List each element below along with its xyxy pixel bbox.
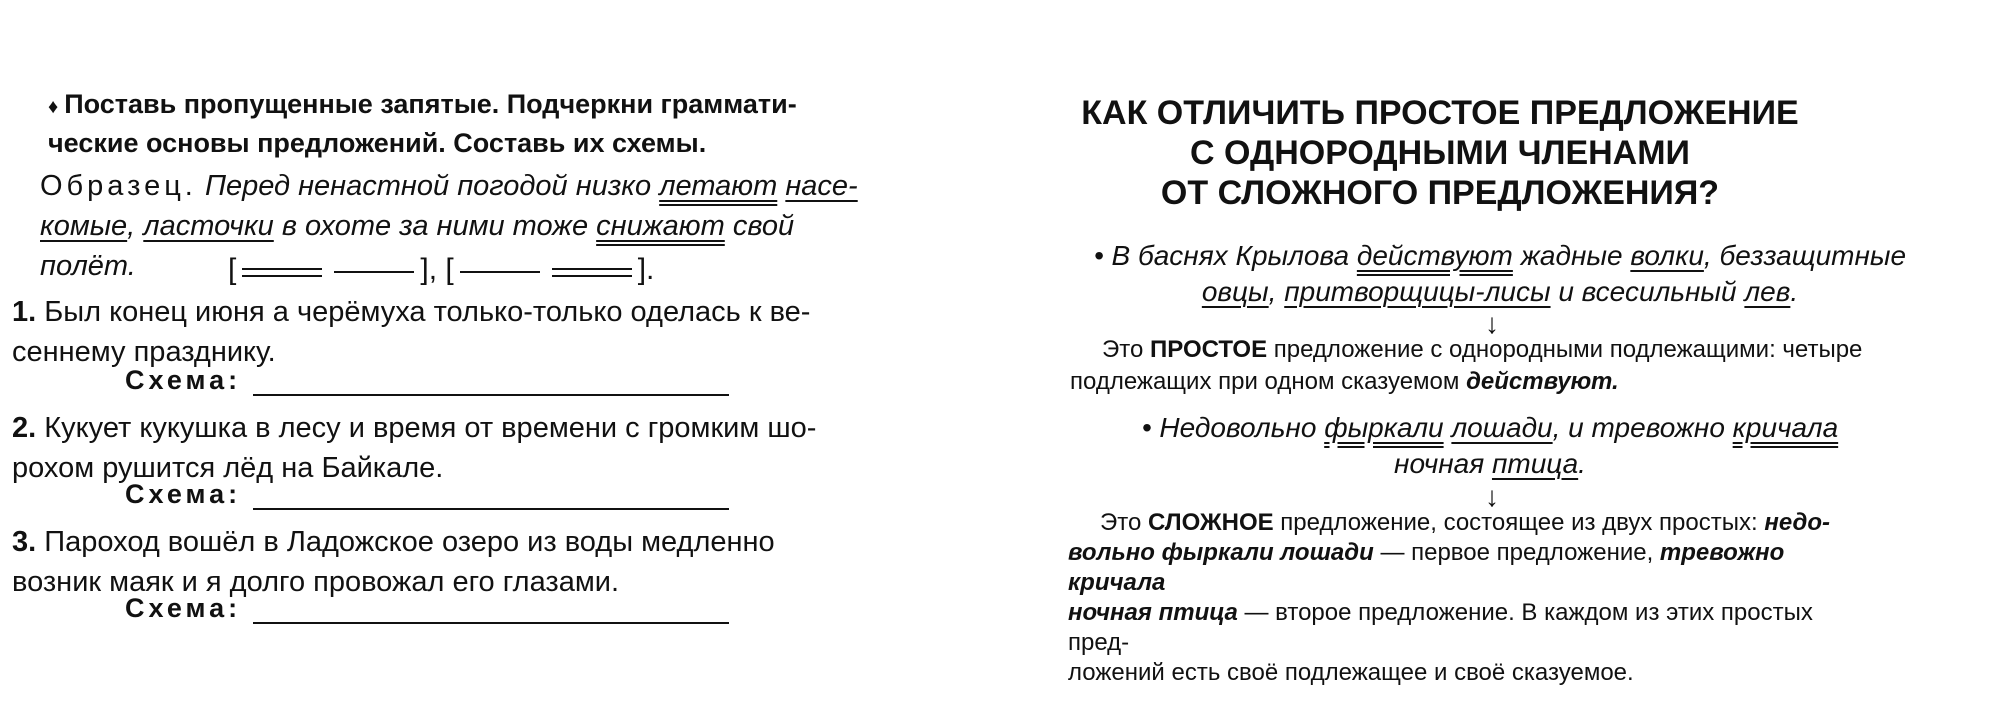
example1-line1: [1080, 238, 1920, 274]
task-instructions-line2: ческие основы предложений. Составь их схемы.: [48, 128, 707, 158]
task-item-1: [12, 292, 872, 372]
explanation-text: — первое предложение,: [1380, 539, 1654, 566]
schema-answer-line[interactable]: [253, 592, 729, 624]
example-text: Недовольно: [1159, 412, 1317, 443]
schema-field-2[interactable]: [125, 478, 729, 510]
subject-word: комые: [40, 210, 128, 242]
task-line2: рохом рушится лёд на Байкале.: [12, 452, 444, 484]
task-number: 3.: [12, 526, 37, 558]
schema-answer-line[interactable]: [253, 364, 729, 396]
task-line1: [12, 522, 872, 562]
task-text: Пароход вошёл в Ладожское озеро из воды медленно: [44, 526, 775, 558]
example-line1: [40, 166, 870, 206]
explanation2-line2: [1068, 538, 1868, 598]
task-text: Был конец июня а черёмуха только-только оделась к ве-: [44, 296, 811, 328]
example-label: Образец.: [40, 170, 197, 202]
task-instructions: [48, 86, 878, 161]
example-text: свой полёт.: [40, 210, 795, 282]
page-title: [1060, 93, 1820, 213]
subject-word: насе-: [785, 170, 858, 202]
explanation-complex: [1068, 508, 1868, 688]
predicate-word: фыркали: [1324, 412, 1444, 443]
example-text: Перед ненастной погодой низко: [204, 170, 652, 202]
task-line1: [12, 408, 872, 448]
task-line1: [12, 292, 872, 332]
schema-bracket-close: ].: [637, 253, 655, 286]
title-line2: С ОДНОРОДНЫМИ ЧЛЕНАМИ: [1189, 134, 1690, 172]
example-complex-sentence: [1120, 410, 1860, 482]
task-number: 2.: [12, 412, 37, 444]
subject-line-icon: [334, 271, 414, 273]
schema-separator: ,: [428, 253, 438, 286]
subject-line-icon: [460, 271, 540, 273]
task-text: Кукует кукушка в лесу и время от времени с громким шо-: [44, 412, 817, 444]
explanation-keyword: ночная птица: [1068, 599, 1238, 626]
example-text: и всесильный: [1558, 276, 1737, 307]
right-page: [1000, 0, 2000, 721]
task-instructions-line1: [48, 86, 878, 125]
bullet-icon: •: [1093, 240, 1104, 271]
explanation-keyword: недо-: [1764, 509, 1830, 536]
example-text: , беззащитные: [1703, 240, 1907, 271]
example2-line1: [1120, 410, 1860, 446]
schema-label: Схема:: [125, 593, 242, 623]
explanation1-line1: [1070, 334, 1910, 366]
explanation-keyword: действуют.: [1466, 368, 1619, 395]
explanation-simple: [1070, 334, 1910, 398]
explanation1-line2: [1070, 366, 1910, 398]
schema-field-3[interactable]: [125, 592, 729, 624]
example1-line2: овцы, притворщицы-лисы и всесильный лев.: [1201, 276, 1799, 307]
down-arrow-icon: ↓: [1485, 481, 1499, 512]
explanation-keyword: вольно фыркали лошади: [1068, 539, 1374, 566]
predicate-word: снижают: [596, 210, 725, 242]
subject-word: лев: [1744, 276, 1791, 307]
schema-bracket-open: [: [228, 253, 237, 286]
task-line2: сеннему празднику.: [12, 336, 276, 368]
explanation-text: Это: [1102, 336, 1144, 363]
title-line3: ОТ СЛОЖНОГО ПРЕДЛОЖЕНИЯ?: [1160, 174, 1720, 212]
example-text: , и тревожно: [1552, 412, 1725, 443]
subject-word: птица: [1491, 448, 1579, 479]
example-text: В баснях Крылова: [1111, 240, 1350, 271]
predicate-word: кричала: [1732, 412, 1839, 443]
task-item-3: [12, 522, 872, 602]
predicate-word: летают: [659, 170, 778, 202]
title-line1: КАК ОТЛИЧИТЬ ПРОСТОЕ ПРЕДЛОЖЕНИЕ: [1081, 94, 1799, 132]
explanation2-line1: [1068, 508, 1868, 538]
predicate-word: действуют: [1356, 240, 1513, 271]
schema-answer-line[interactable]: [253, 478, 729, 510]
predicate-line-icon: [242, 268, 322, 277]
schema-bracket-close: ]: [420, 253, 429, 286]
subject-word: овцы: [1201, 276, 1269, 307]
task-item-2: [12, 408, 872, 488]
explanation-text: Это: [1100, 509, 1142, 536]
example2-line2: [1120, 446, 1860, 482]
explanation-text: — второе предложение. В каждом из этих простых пред-: [1068, 599, 1813, 656]
explanation-text: предложение с однородными подлежащими: четыре: [1273, 336, 1863, 363]
subject-word: ласточки: [143, 210, 274, 242]
schema-label: Схема:: [125, 365, 242, 395]
explanation2-line4: ложений есть своё подлежащее и своё сказуемое.: [1068, 659, 1634, 686]
explanation2-line3: [1068, 598, 1868, 658]
example-line2: комые, ласточки в охоте за ними тоже снижают свой полёт.: [40, 210, 795, 282]
example-text: ночная: [1394, 448, 1485, 479]
schema-field-1[interactable]: [125, 364, 729, 396]
schema-bracket-open: [: [437, 253, 454, 286]
example-text: жадные: [1520, 240, 1623, 271]
explanation-text: предложение, состоящее из двух простых:: [1280, 509, 1758, 536]
explanation-keyword: СЛОЖНОЕ: [1148, 509, 1274, 536]
example-text: .: [1790, 276, 1799, 307]
example-text: в охоте за ними тоже: [281, 210, 589, 242]
explanation-text: подлежащих при одном сказуемом: [1070, 368, 1460, 395]
task-instructions-text1: Поставь пропущенные запятые. Подчеркни граммати-: [64, 89, 797, 119]
example-text: .: [1578, 448, 1586, 479]
explanation-keyword: тревожно кричала: [1068, 539, 1785, 596]
down-arrow-icon: ↓: [1485, 308, 1499, 339]
example-simple-sentence: [1080, 238, 1920, 310]
explanation-keyword: ПРОСТОЕ: [1150, 336, 1268, 363]
subject-word: волки: [1630, 240, 1704, 271]
predicate-line-icon: [552, 268, 632, 277]
subject-word: лошади: [1451, 412, 1553, 443]
task-line2: возник маяк и я долго провожал его глазами.: [12, 566, 620, 598]
diamond-bullet-icon: ♦: [48, 96, 59, 118]
example-schema: [228, 250, 654, 290]
bullet-icon: •: [1141, 412, 1152, 443]
subject-word: притворщицы-лисы: [1284, 276, 1551, 307]
task-number: 1.: [12, 296, 37, 328]
schema-label: Схема:: [125, 479, 242, 509]
